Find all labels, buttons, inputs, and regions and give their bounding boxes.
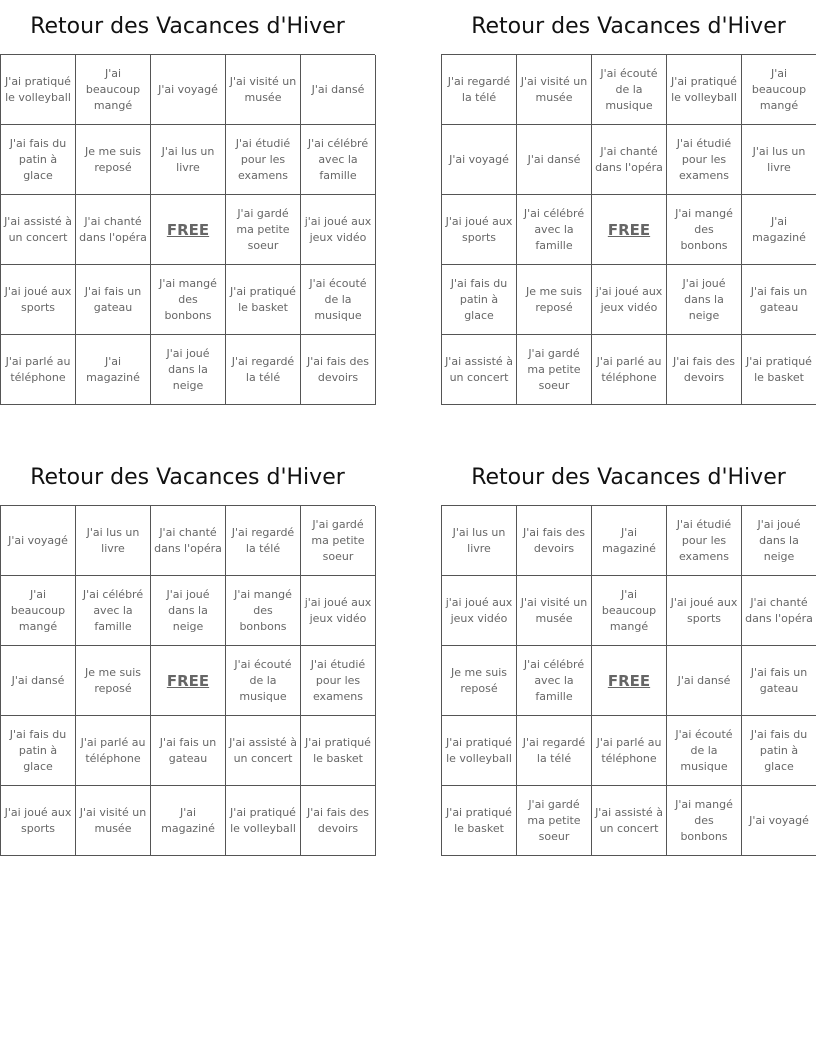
bingo-cell: J'ai parlé au téléphone [592,335,667,405]
bingo-cell: J'ai joué aux sports [442,195,517,265]
bingo-cell: J'ai fais des devoirs [301,786,376,856]
bingo-cell: J'ai pratiqué le volleyball [442,716,517,786]
bingo-grid [441,54,816,405]
bingo-cell: J'ai joué aux sports [1,265,76,335]
bingo-cell: J'ai gardé ma petite soeur [517,786,592,856]
bingo-cell: J'ai lus un livre [151,125,226,195]
bingo-cell: Je me suis reposé [76,125,151,195]
bingo-cell: J'ai assisté à un concert [592,786,667,856]
card-title: Retour des Vacances d'Hiver [471,465,786,490]
bingo-cell: J'ai lus un livre [442,506,517,576]
free-space: FREE [151,195,226,265]
bingo-cell: J'ai assisté à un concert [442,335,517,405]
free-space: FREE [592,195,667,265]
bingo-cell: J'ai célébré avec la famille [517,646,592,716]
bingo-cell: j'ai joué aux jeux vidéo [301,195,376,265]
bingo-cell: J'ai mangé des bonbons [667,195,742,265]
bingo-cell: J'ai écouté de la musique [667,716,742,786]
bingo-cell: J'ai magaziné [76,335,151,405]
bingo-cell: J'ai voyagé [151,55,226,125]
bingo-card-1 [0,0,375,405]
bingo-cell: J'ai visité un musée [517,55,592,125]
bingo-cell: J'ai chanté dans l'opéra [151,506,226,576]
bingo-cell: J'ai mangé des bonbons [226,576,301,646]
bingo-cell: J'ai lus un livre [742,125,816,195]
bingo-cell: J'ai fais un gateau [76,265,151,335]
bingo-cell: J'ai célébré avec la famille [76,576,151,646]
bingo-cell: J'ai pratiqué le basket [442,786,517,856]
bingo-cell: J'ai dansé [667,646,742,716]
bingo-card-4 [441,451,816,856]
bingo-cell: J'ai pratiqué le volleyball [1,55,76,125]
bingo-cell: J'ai chanté dans l'opéra [742,576,816,646]
bingo-cell: J'ai parlé au téléphone [1,335,76,405]
bingo-cell: J'ai mangé des bonbons [667,786,742,856]
bingo-cell: J'ai parlé au téléphone [76,716,151,786]
bingo-cell: J'ai magaziné [151,786,226,856]
bingo-cell: J'ai dansé [301,55,376,125]
bingo-cell: J'ai pratiqué le basket [301,716,376,786]
bingo-cell: J'ai beaucoup mangé [76,55,151,125]
bingo-cell: J'ai gardé ma petite soeur [301,506,376,576]
bingo-cell: J'ai visité un musée [76,786,151,856]
bingo-cell: J'ai magaziné [592,506,667,576]
bingo-cell: j'ai joué aux jeux vidéo [301,576,376,646]
bingo-cell: J'ai assisté à un concert [1,195,76,265]
bingo-cell: J'ai écouté de la musique [226,646,301,716]
bingo-cell: J'ai joué dans la neige [151,335,226,405]
bingo-cell: J'ai joué dans la neige [667,265,742,335]
bingo-cell: J'ai écouté de la musique [592,55,667,125]
bingo-cell: J'ai voyagé [1,506,76,576]
bingo-cell: J'ai gardé ma petite soeur [517,335,592,405]
bingo-cell: J'ai fais du patin à glace [742,716,816,786]
bingo-card-3 [0,451,375,856]
bingo-cell: J'ai étudié pour les examens [301,646,376,716]
bingo-cell: J'ai fais des devoirs [517,506,592,576]
bingo-cell: J'ai regardé la télé [226,335,301,405]
bingo-cell: J'ai fais du patin à glace [1,716,76,786]
bingo-cell: J'ai magaziné [742,195,816,265]
bingo-cell: J'ai regardé la télé [226,506,301,576]
bingo-cell: J'ai fais du patin à glace [442,265,517,335]
bingo-cell: J'ai regardé la télé [442,55,517,125]
bingo-cell: J'ai pratiqué le basket [742,335,816,405]
bingo-cell: J'ai lus un livre [76,506,151,576]
bingo-cell: J'ai voyagé [742,786,816,856]
bingo-cell: J'ai mangé des bonbons [151,265,226,335]
bingo-cell: J'ai fais des devoirs [301,335,376,405]
card-title: Retour des Vacances d'Hiver [471,14,786,39]
bingo-cell: J'ai regardé la télé [517,716,592,786]
bingo-cell: J'ai joué aux sports [1,786,76,856]
bingo-cell: J'ai fais un gateau [151,716,226,786]
bingo-cell: J'ai beaucoup mangé [742,55,816,125]
bingo-grid [441,505,816,856]
bingo-cell: J'ai étudié pour les examens [667,506,742,576]
bingo-cell: J'ai joué dans la neige [151,576,226,646]
bingo-cell: J'ai joué dans la neige [742,506,816,576]
bingo-cell: J'ai assisté à un concert [226,716,301,786]
card-title: Retour des Vacances d'Hiver [30,14,345,39]
bingo-cell: J'ai dansé [517,125,592,195]
bingo-cell: J'ai écouté de la musique [301,265,376,335]
bingo-grid [0,505,375,856]
bingo-cell: J'ai beaucoup mangé [592,576,667,646]
bingo-cell: J'ai fais un gateau [742,646,816,716]
bingo-card-2 [441,0,816,405]
free-space: FREE [151,646,226,716]
bingo-cell: J'ai pratiqué le volleyball [226,786,301,856]
bingo-grid [0,54,375,405]
bingo-cell: J'ai fais un gateau [742,265,816,335]
bingo-cell: J'ai fais du patin à glace [1,125,76,195]
bingo-cell: Je me suis reposé [517,265,592,335]
bingo-cell: Je me suis reposé [442,646,517,716]
bingo-cell: J'ai visité un musée [226,55,301,125]
bingo-cell: J'ai visité un musée [517,576,592,646]
bingo-cell: J'ai célébré avec la famille [517,195,592,265]
bingo-cell: J'ai parlé au téléphone [592,716,667,786]
bingo-cell: J'ai joué aux sports [667,576,742,646]
bingo-cell: J'ai pratiqué le basket [226,265,301,335]
bingo-cell: J'ai étudié pour les examens [667,125,742,195]
free-space: FREE [592,646,667,716]
bingo-cell: J'ai pratiqué le volleyball [667,55,742,125]
bingo-cell: J'ai dansé [1,646,76,716]
bingo-cell: Je me suis reposé [76,646,151,716]
bingo-cell: J'ai chanté dans l'opéra [592,125,667,195]
bingo-cell: J'ai chanté dans l'opéra [76,195,151,265]
bingo-cell: J'ai beaucoup mangé [1,576,76,646]
bingo-cell: J'ai voyagé [442,125,517,195]
bingo-cell: J'ai célébré avec la famille [301,125,376,195]
bingo-cell: J'ai gardé ma petite soeur [226,195,301,265]
bingo-cell: J'ai étudié pour les examens [226,125,301,195]
bingo-cell: j'ai joué aux jeux vidéo [442,576,517,646]
bingo-cell: j'ai joué aux jeux vidéo [592,265,667,335]
bingo-cell: J'ai fais des devoirs [667,335,742,405]
card-title: Retour des Vacances d'Hiver [30,465,345,490]
